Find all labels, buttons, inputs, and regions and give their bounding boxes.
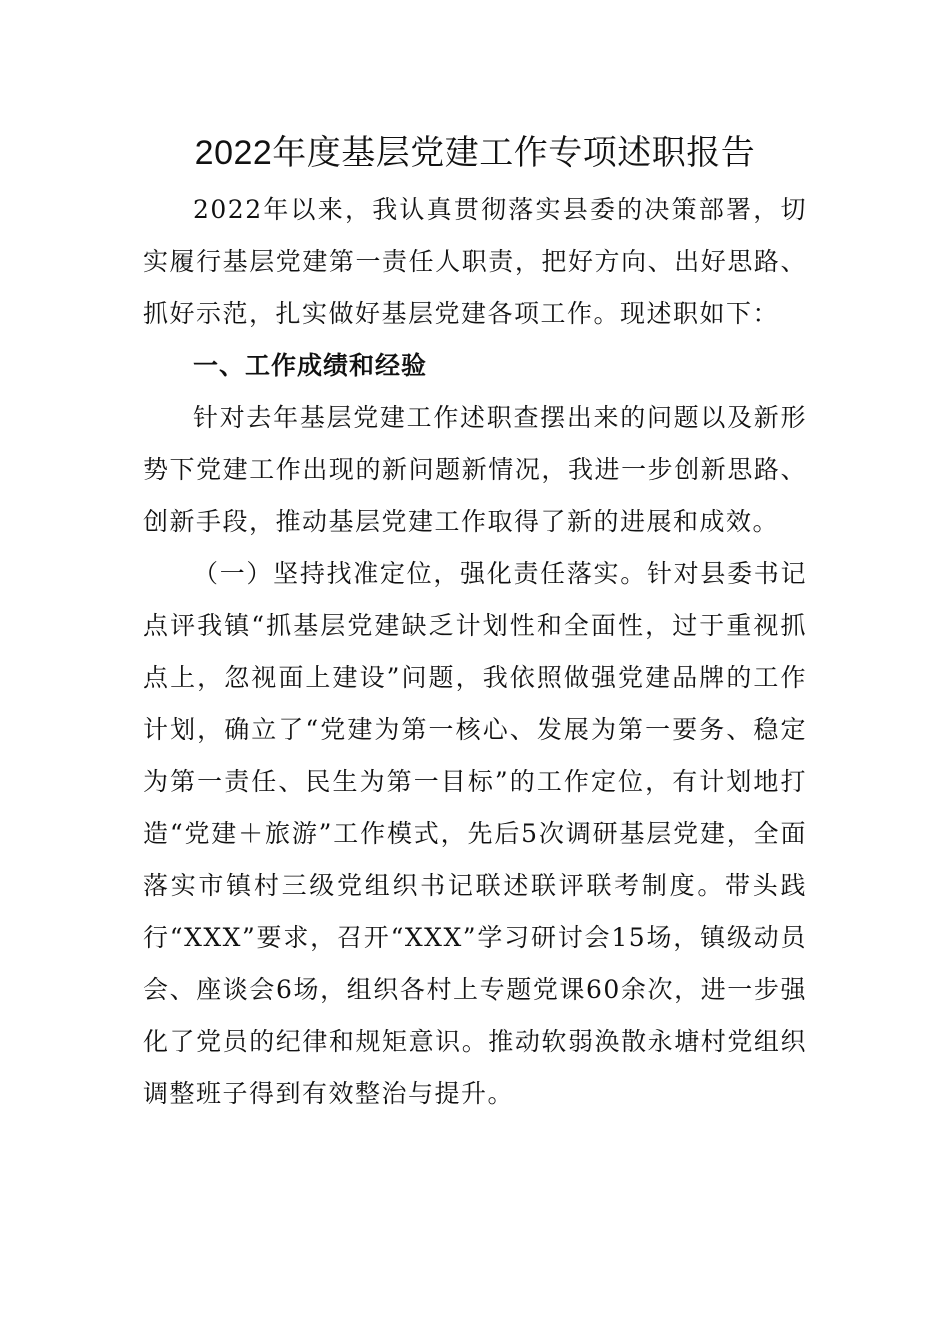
document-title: 2022年度基层党建工作专项述职报告 <box>194 134 756 172</box>
intro-paragraph: 2022年以来，我认真贯彻落实县委的决策部署，切实履行基层党建第一责任人职责，把好方向、出好思路、抓好示范，扎实做好基层党建各项工作。现述职如下： <box>143 195 807 328</box>
section-1-paragraph-1: 针对去年基层党建工作述职查摆出来的问题以及新形势下党建工作出现的新问题新情况，我进一步创新思路、创新手段，推动基层党建工作取得了新的进展和成效。 <box>143 403 807 536</box>
section-heading-1: 一、工作成绩和经验 <box>193 352 428 380</box>
document-body <box>143 128 807 1120</box>
section-1-paragraph-2: （一）坚持找准定位，强化责任落实。针对县委书记点评我镇“抓基层党建缺乏计划性和全面性，过于重视抓点上，忽视面上建设”问题，我依照做强党建品牌的工作计划，确立了“党建为第一核心、发展为第一要务、稳定为第一责任、民生为第一目标”的工作定位，有计划地打造“党建＋旅游”工作模式，先后5次调研基层党建，全面落实市镇村三级党组织书记联述联评联考制度。带头践行“XXX”要求，召开“XXX”学习研讨会15场，镇级动员会、座谈会6场，组织各村上专题党课60余次，进一步强化了党员的纪律和规矩意识。推动软弱涣散永塘村党组织调整班子得到有效整治与提升。 <box>143 559 807 1108</box>
